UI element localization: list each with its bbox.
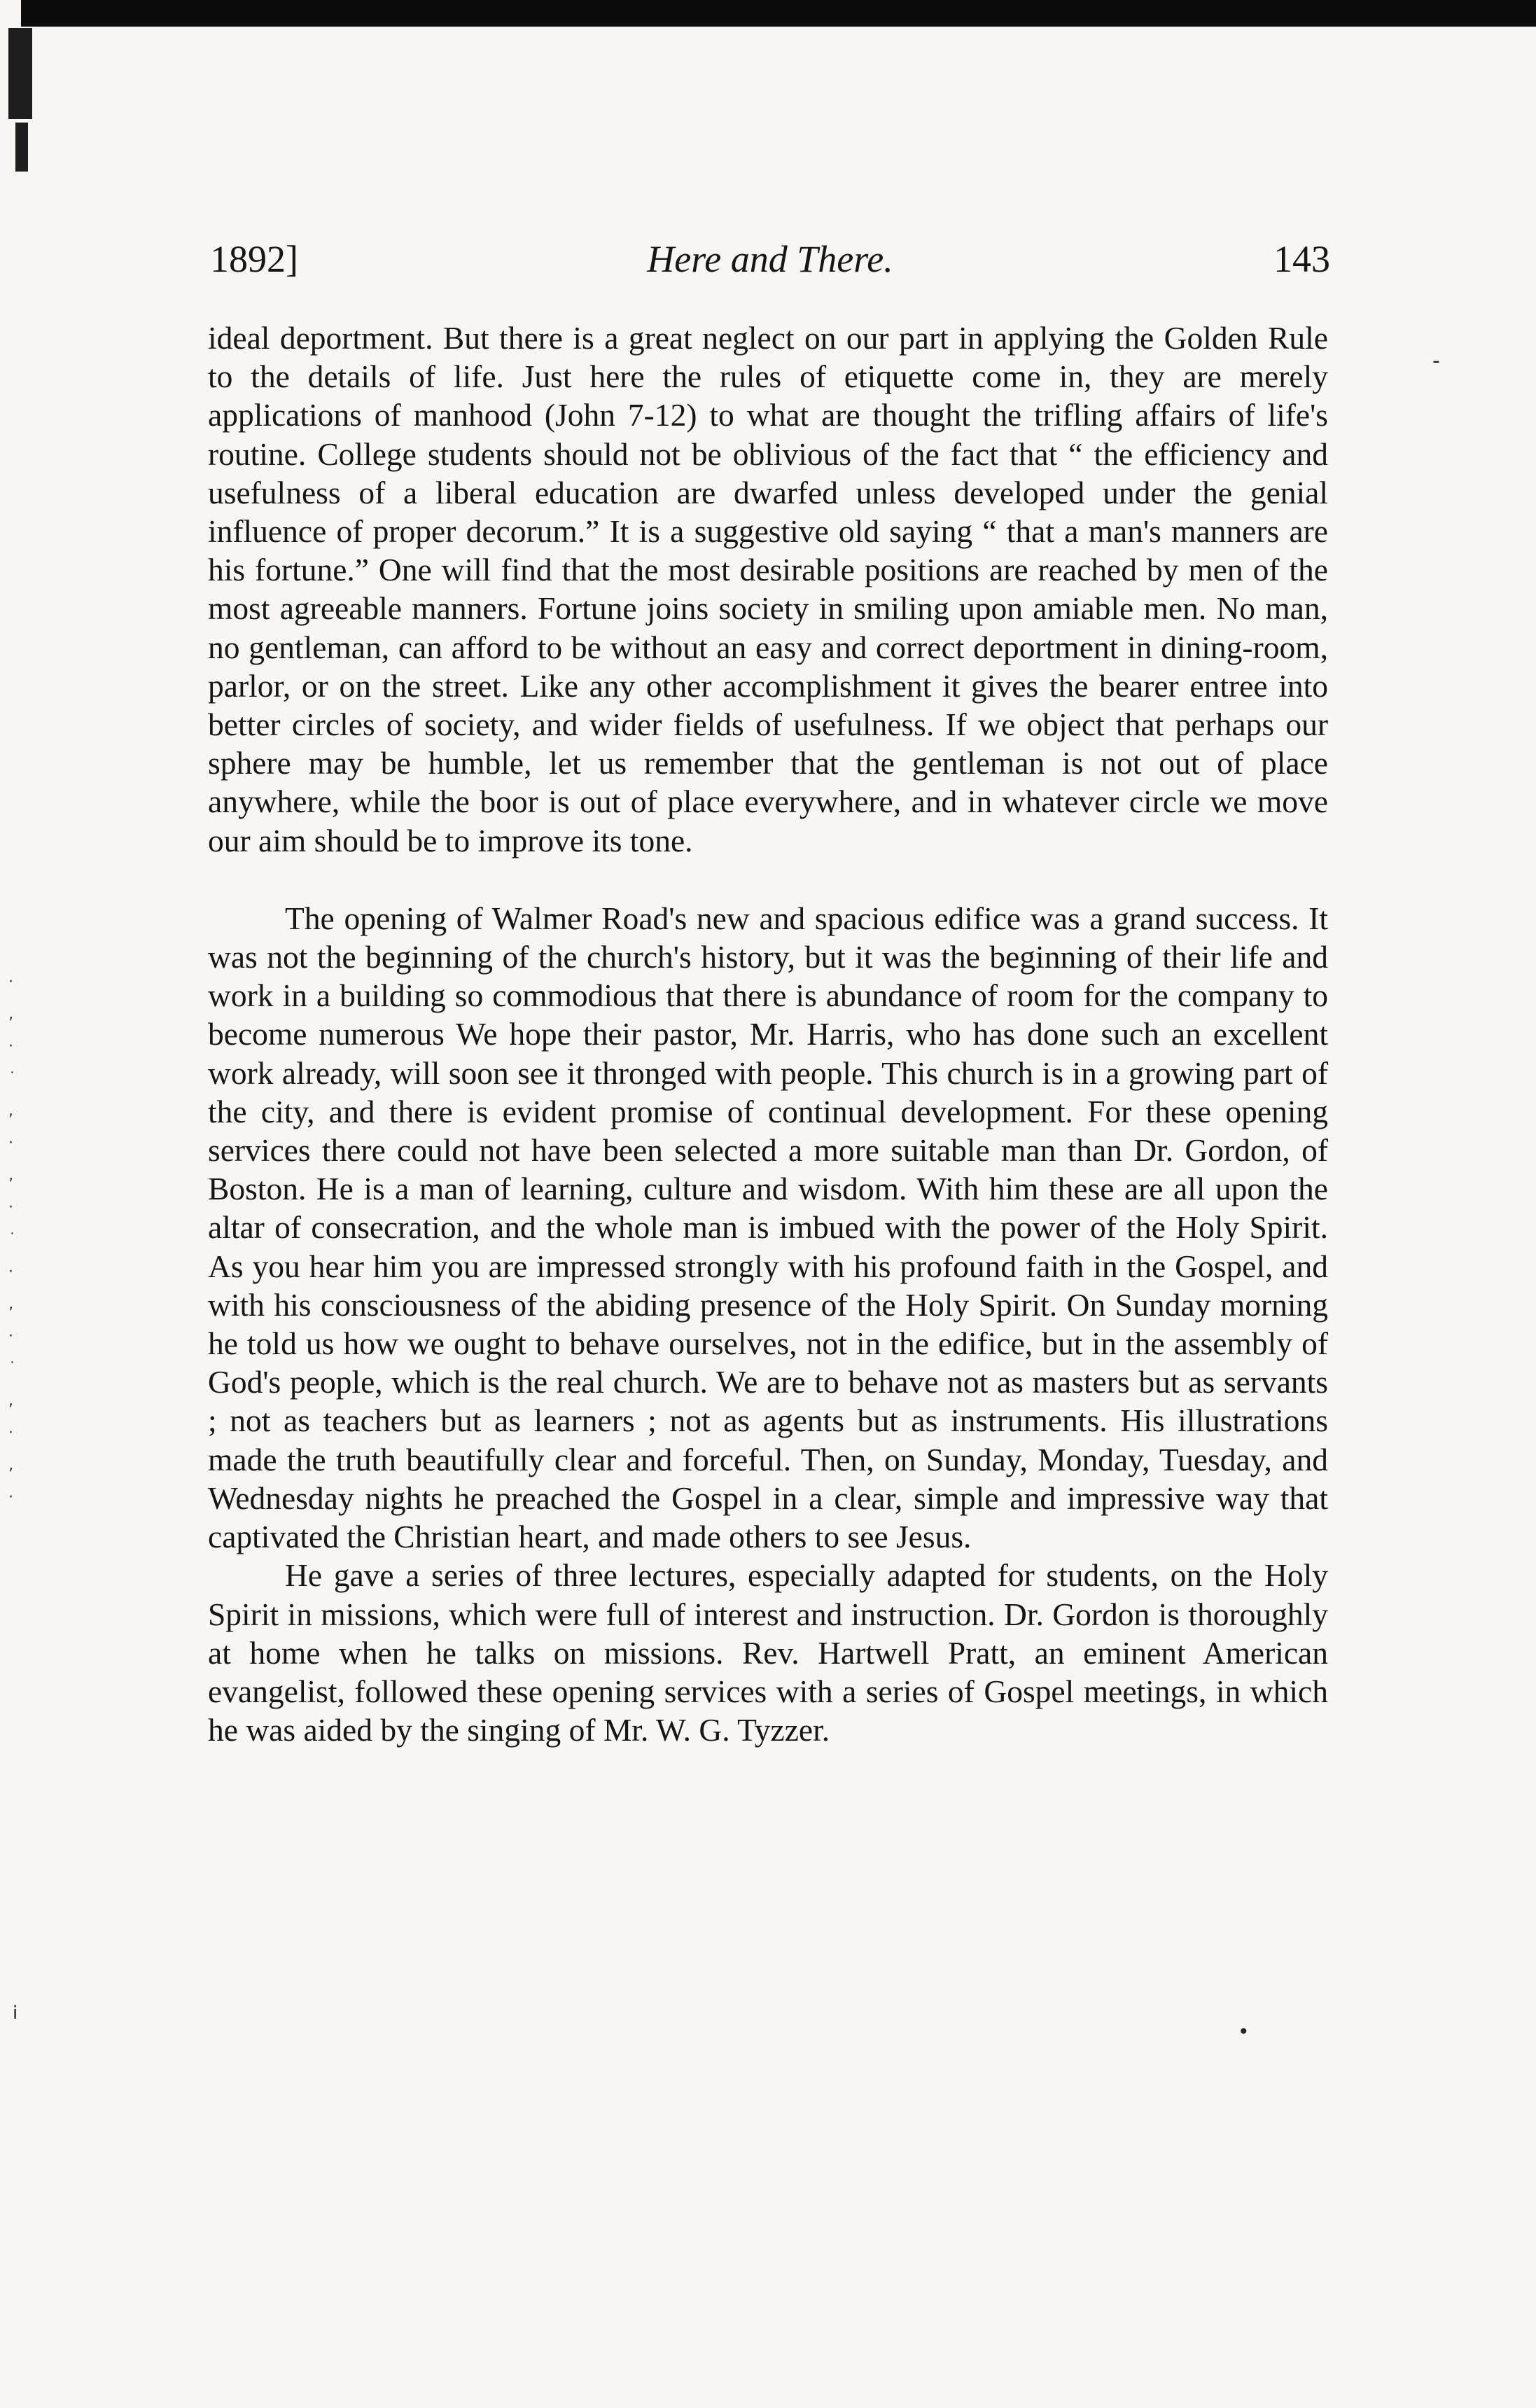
page-number: 143 bbox=[1273, 238, 1330, 280]
article-body bbox=[208, 319, 1328, 1749]
running-head bbox=[210, 231, 1330, 294]
scan-edge-mark bbox=[15, 123, 28, 172]
scan-edge-mark bbox=[8, 28, 32, 119]
stray-mark: ⅰ bbox=[13, 2003, 18, 2024]
paragraph-lectures: He gave a series of three lectures, especially adapted for students, on the Holy Spirit in missions, which were full of interest and instruction. Dr. Gordon is thoroughly at home when he talks on missions. Rev. Hartwell Pratt, an eminent American evangelist, followed these opening services with a series of Gospel meetings, in which he was aided by the singing of Mr. W. G. Tyzzer. bbox=[208, 1557, 1328, 1748]
page-top-edge bbox=[21, 0, 1536, 27]
stray-mark: - bbox=[1432, 349, 1440, 373]
stray-mark: • bbox=[1238, 2020, 1250, 2043]
margin-bleed-noise: · ‚ · ˙ , · ‚ · ˙ · ‚ · ˙ , · ‚ · bbox=[8, 973, 16, 1506]
paragraph-deportment: ideal deportment. But there is a great neglect on our part in applying the Golden Rule to the details of life. Just here the rules of etiquette come in, they are merely applications of manhood (John 7-12) to what are thought the trifling affairs of life's routine. College students should not be oblivious of the fact that “ the efficiency and usefulness of a liberal education are dwarfed unless developed under the genial influence of proper decorum.” It is a suggestive old saying “ that a man's manners are his fortune.” One will find that the most desirable positions are reached by men of the most agreeable manners. Fortune joins society in smiling upon amiable men. No man, no gentleman, can afford to be without an easy and correct deportment in dining-room, parlor, or on the street. Like any other accomplishment it gives the bearer entree into better circles of society, and wider fields of usefulness. If we object that perhaps our sphere may be humble, let us remember that the gentleman is not out of place anywhere, while the boor is out of place everywhere, and in whatever circle we move our aim should be to improve its tone. bbox=[208, 320, 1328, 858]
running-head-title: Here and There. bbox=[647, 238, 893, 280]
paragraph-walmer-road-opening: The opening of Walmer Road's new and spacious edifice was a grand success. It was not the beginning of the church's history, but it was the beginning of their life and work in a building so commodious that there is abundance of room for the company to become numerous We hope their pastor, Mr. Harris, who has done such an excellent work already, will soon see it thronged with people. This church is in a growing part of the city, and there is evident promise of continual development. For these opening services there could not have been selected a more suitable man than Dr. Gordon, of Boston. He is a man of learning, culture and wisdom. With him these are all upon the altar of consecration, and the whole man is imbued with the power of the Holy Spirit. As you hear him you are impressed strongly with his profound faith in the Gospel, and with his consciousness of the abiding presence of the Holy Spirit. On Sunday morning he told us how we ought to behave ourselves, not in the edifice, but in the assembly of God's people, which is the real church. We are to behave not as masters but as servants ; not as teachers but as learners ; not as agents but as instruments. His illustrations made the truth beautifully clear and forceful. Then, on Sunday, Monday, Tuesday, and Wednesday nights he preached the Gospel in a clear, simple and impressive way that captivated the Christian heart, and made others to see Jesus. bbox=[208, 900, 1328, 1555]
running-head-year: 1892] bbox=[210, 238, 298, 280]
